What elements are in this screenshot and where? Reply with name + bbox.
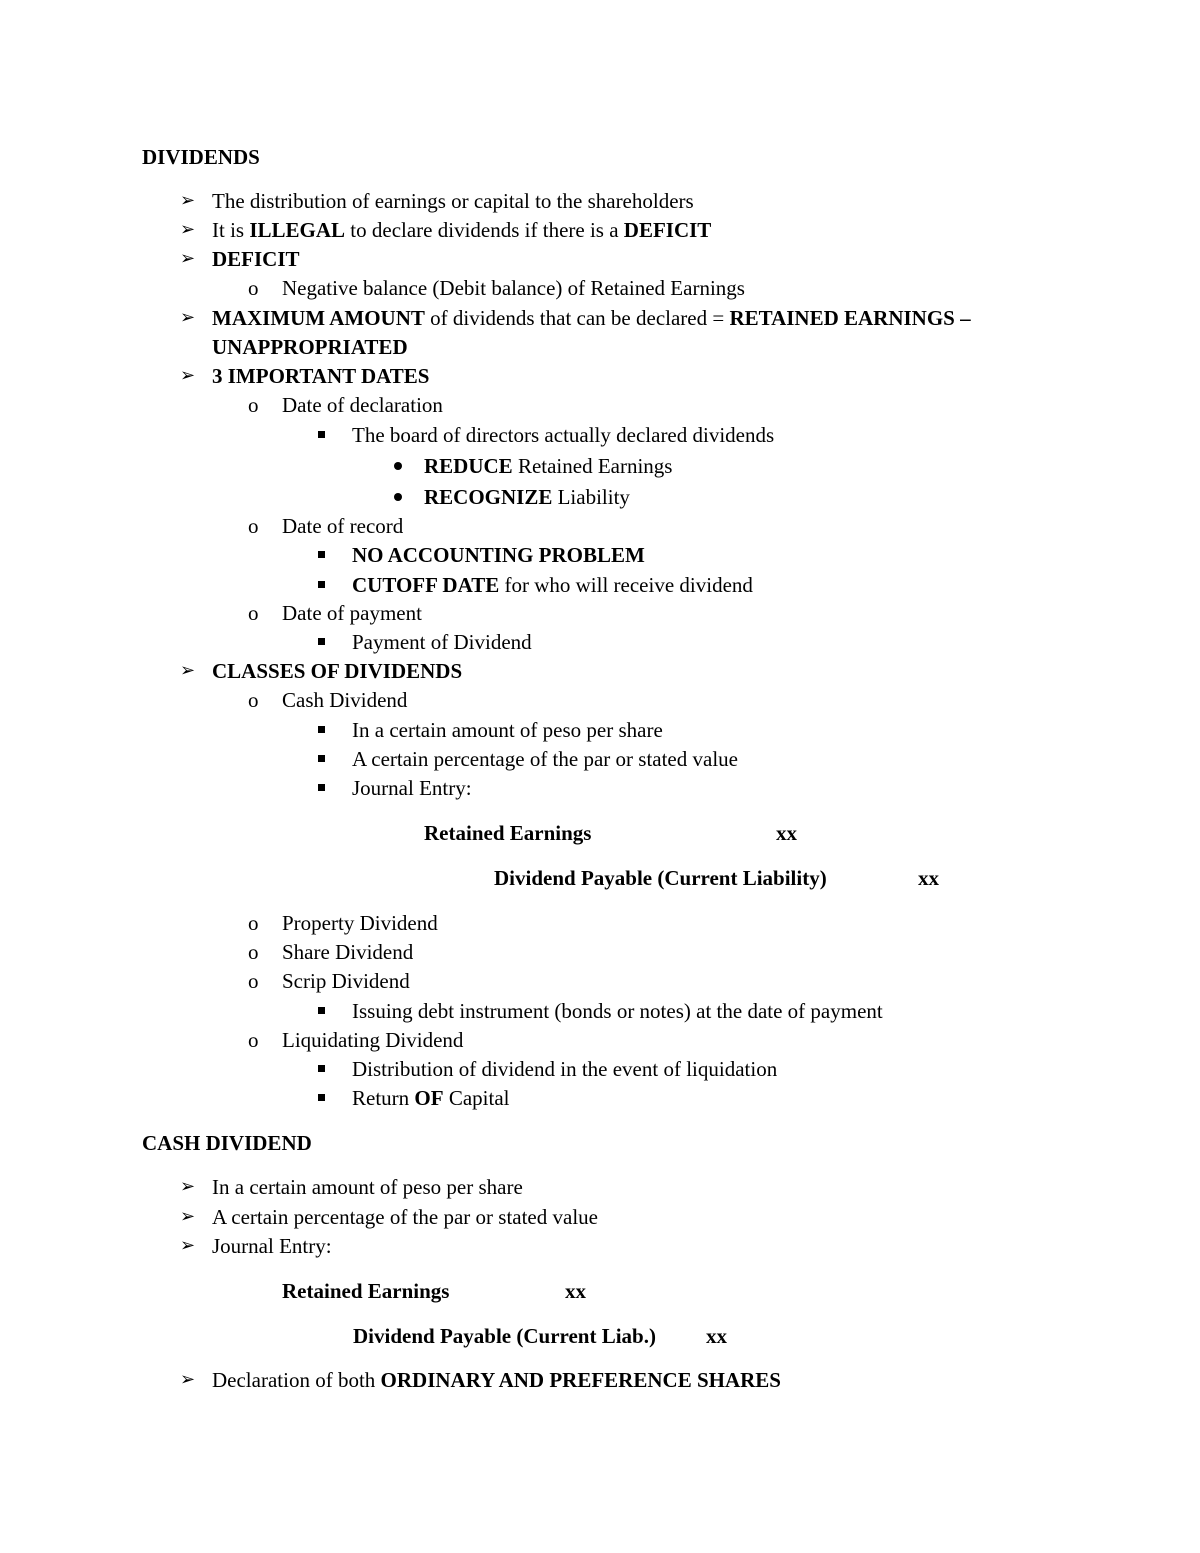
- sub-list-item: [248, 1028, 464, 1052]
- arrow-bullet-icon: ➢: [180, 1176, 196, 1197]
- square-bullet-icon: [318, 1094, 325, 1101]
- arrow-bullet-icon: ➢: [180, 190, 196, 211]
- emphasis-text: OF: [414, 1086, 444, 1110]
- text: Retained Earnings: [512, 454, 673, 478]
- sub-sub-list-item: [352, 747, 738, 771]
- list-item-text: The distribution of earnings or capital to the shareholders: [212, 189, 694, 213]
- sub-list-item: [248, 969, 410, 993]
- journal-debit-amount: xx: [565, 1279, 586, 1303]
- list-item-text: In a certain amount of peso per share: [352, 718, 663, 742]
- journal-credit-amount: xx: [706, 1324, 727, 1348]
- list-item-text: Liquidating Dividend: [282, 1028, 464, 1052]
- sub-sub-list-item: [352, 543, 645, 567]
- list-item: [180, 218, 712, 242]
- text: Liability: [552, 485, 630, 509]
- list-item-text: 3 IMPORTANT DATES: [212, 364, 430, 388]
- list-item-text: Date of declaration: [282, 393, 443, 417]
- square-bullet-icon: [318, 638, 325, 645]
- square-bullet-icon: [318, 551, 325, 558]
- list-item: [180, 659, 463, 683]
- journal-debit-account: Retained Earnings: [282, 1279, 450, 1303]
- emphasis-text: RECOGNIZE: [424, 485, 553, 509]
- journal-credit-account: Dividend Payable (Current Liab.): [353, 1324, 656, 1348]
- sub-sub-list-item: [352, 1086, 509, 1110]
- list-item: [180, 189, 694, 213]
- circle-bullet-icon: o: [248, 969, 259, 993]
- sub-list-item: [248, 276, 745, 300]
- square-bullet-icon: [318, 755, 325, 762]
- sub-sub-list-item: [352, 630, 532, 654]
- journal-debit-account: Retained Earnings: [424, 821, 592, 845]
- dot-bullet-icon: [394, 462, 402, 470]
- arrow-bullet-icon: ➢: [180, 1206, 196, 1227]
- sub-sub-list-item: [352, 573, 753, 597]
- list-item: [180, 306, 971, 330]
- emphasis-text: REDUCE: [424, 454, 513, 478]
- list-item-text: NO ACCOUNTING PROBLEM: [352, 543, 645, 567]
- square-bullet-icon: [318, 431, 325, 438]
- dot-bullet-icon: [394, 493, 402, 501]
- list-item-text: DEFICIT: [212, 247, 300, 271]
- emphasis-text: DEFICIT: [623, 218, 712, 242]
- journal-debit-amount: xx: [776, 821, 797, 845]
- arrow-bullet-icon: ➢: [180, 660, 196, 681]
- sub-list-item: [248, 393, 443, 417]
- list-item-text: Cash Dividend: [282, 688, 408, 712]
- list-item-text: Journal Entry:: [352, 776, 472, 800]
- sub-sub-list-item: [352, 776, 472, 800]
- list-item-text: Payment of Dividend: [352, 630, 532, 654]
- sub-sub-list-item: [352, 1057, 777, 1081]
- text: for who will receive dividend: [499, 573, 753, 597]
- list-item: [180, 1175, 523, 1199]
- sub-list-item: [248, 688, 408, 712]
- list-item-text: The board of directors actually declared dividends: [352, 423, 775, 447]
- section-title-dividends: DIVIDENDS: [142, 145, 260, 169]
- emphasis-text: ORDINARY AND PREFERENCE SHARES: [380, 1368, 781, 1392]
- square-bullet-icon: [318, 726, 325, 733]
- list-item-text: Journal Entry:: [212, 1234, 332, 1258]
- square-bullet-icon: [318, 581, 325, 588]
- arrow-bullet-icon: ➢: [180, 1369, 196, 1390]
- text: Return: [352, 1086, 415, 1110]
- level4-list-item: [424, 485, 630, 509]
- level4-list-item: [424, 454, 672, 478]
- list-item-text: A certain percentage of the par or stated value: [212, 1205, 598, 1229]
- emphasis-text: ILLEGAL: [249, 218, 346, 242]
- sub-sub-list-item: [352, 718, 663, 742]
- circle-bullet-icon: o: [248, 393, 259, 417]
- circle-bullet-icon: o: [248, 601, 259, 625]
- arrow-bullet-icon: ➢: [180, 219, 196, 240]
- text: Capital: [443, 1086, 510, 1110]
- sub-list-item: [248, 601, 422, 625]
- list-item-text: Date of payment: [282, 601, 422, 625]
- list-item-text: Negative balance (Debit balance) of Retained Earnings: [282, 276, 745, 300]
- list-item-text: In a certain amount of peso per share: [212, 1175, 523, 1199]
- text: to declare dividends if there is a: [345, 218, 624, 242]
- sub-list-item: [248, 940, 414, 964]
- square-bullet-icon: [318, 1007, 325, 1014]
- circle-bullet-icon: o: [248, 688, 259, 712]
- arrow-bullet-icon: ➢: [180, 307, 196, 328]
- list-item: [180, 1205, 598, 1229]
- list-item-text: CLASSES OF DIVIDENDS: [212, 659, 463, 683]
- list-item: [180, 247, 300, 271]
- square-bullet-icon: [318, 784, 325, 791]
- section-title-cash-dividend: CASH DIVIDEND: [142, 1131, 312, 1155]
- list-item-text: A certain percentage of the par or stated value: [352, 747, 738, 771]
- sub-list-item: [248, 514, 404, 538]
- circle-bullet-icon: o: [248, 911, 259, 935]
- arrow-bullet-icon: ➢: [180, 365, 196, 386]
- circle-bullet-icon: o: [248, 514, 259, 538]
- circle-bullet-icon: o: [248, 1028, 259, 1052]
- list-item-text: Share Dividend: [282, 940, 414, 964]
- list-item-continuation: UNAPPROPRIATED: [212, 335, 408, 359]
- journal-credit-account: Dividend Payable (Current Liability): [494, 866, 827, 890]
- circle-bullet-icon: o: [248, 940, 259, 964]
- list-item-text: Distribution of dividend in the event of liquidation: [352, 1057, 778, 1081]
- text: Declaration of both: [212, 1368, 381, 1392]
- sub-sub-list-item: [352, 423, 774, 447]
- list-item-text: Scrip Dividend: [282, 969, 410, 993]
- journal-credit-amount: xx: [918, 866, 939, 890]
- emphasis-text: CUTOFF DATE: [352, 573, 500, 597]
- emphasis-text: RETAINED EARNINGS –: [729, 306, 971, 330]
- list-item: [180, 1234, 332, 1258]
- circle-bullet-icon: o: [248, 276, 259, 300]
- sub-list-item: [248, 911, 438, 935]
- list-item-text: Issuing debt instrument (bonds or notes) at the date of payment: [352, 999, 883, 1023]
- list-item-text: Date of record: [282, 514, 404, 538]
- list-item-text: Property Dividend: [282, 911, 438, 935]
- arrow-bullet-icon: ➢: [180, 1235, 196, 1256]
- list-item: [180, 1368, 781, 1392]
- text: of dividends that can be declared =: [424, 306, 730, 330]
- square-bullet-icon: [318, 1065, 325, 1072]
- sub-sub-list-item: [352, 999, 883, 1023]
- arrow-bullet-icon: ➢: [180, 248, 196, 269]
- list-item: [180, 364, 430, 388]
- emphasis-text: MAXIMUM AMOUNT: [212, 306, 425, 330]
- text: It is: [212, 218, 250, 242]
